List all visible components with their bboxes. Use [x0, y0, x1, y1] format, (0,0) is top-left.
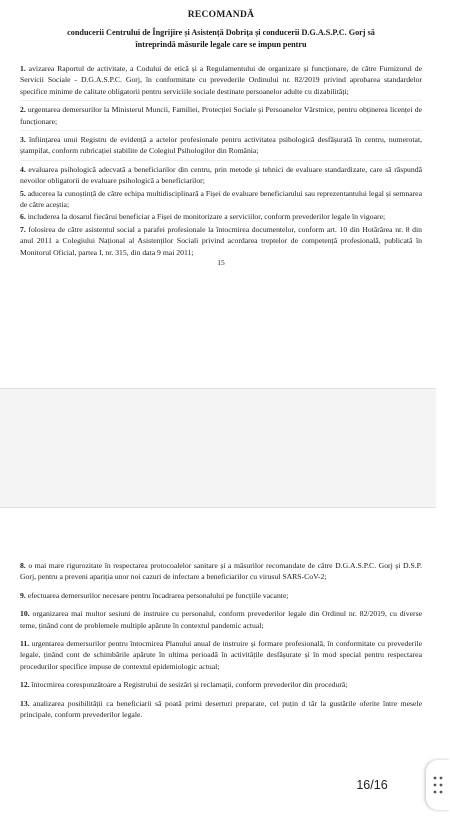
item-number: 7. — [20, 224, 26, 234]
recommendation-item-1 — [20, 63, 422, 101]
item-number: 4. — [20, 164, 26, 174]
item-number: 12. — [20, 680, 30, 690]
recommendation-item-11 — [20, 638, 422, 672]
document-title: RECOMANDĂ — [187, 10, 255, 20]
item-text: includerea la dosarul fiecărui beneficiar a Fișei de monitorizare a serviciilor, conform prevederilor legale în vigoare; — [25, 212, 386, 222]
item-text: analizarea posibilității ca beneficiarii să poată primi deserturi preparate, cel puțin d târ la gustările oferite între mesele principale, conform prevederilor legale. — [20, 698, 422, 720]
item-number: 3. — [20, 135, 26, 145]
item-number: 13. — [20, 698, 30, 708]
item-number: 6. — [20, 212, 26, 222]
scrollbar-track[interactable] — [436, 0, 450, 816]
item-number: 8. — [20, 561, 26, 570]
subtitle-line-1: conducerii Centrului de Îngrijire și Asistență Dobrița și conducerii D.G.A.S.P.C. Gorj să — [67, 28, 375, 37]
recommendation-item-6 — [20, 211, 422, 222]
recommendation-item-2 — [20, 104, 422, 131]
document-subtitle — [20, 27, 422, 51]
page-counter: 16/16 — [344, 773, 400, 797]
item-text: înființarea unui Registru de evidență a actelor profesionale pentru activitatea psihologică desfășurată în centru, numerotat, ștampilat, conform rubricației stabilite de Colegiul Psihologilor din România; — [20, 135, 422, 156]
item-text: urgentarea demersurilor la Ministerul Muncii, Familiei, Protecției Sociale și Persoanelor Vârstnice, pentru obținerea licenței de funcționare; — [20, 105, 422, 126]
recommendation-item-7 — [20, 224, 422, 258]
scroll-handle[interactable] — [426, 760, 450, 810]
item-number: 2. — [20, 105, 26, 115]
item-number: 11. — [20, 639, 30, 649]
item-text: urgentarea demersurilor pentru întocmirea Planului anual de instruire și formare profesională, în conformitate cu prevederile legale, ținând cont de schimbările apărute în ultima perioadă în activitățile desfășurate și în mod special pentru respectarea procedurilor specifice impuse de contextul epidemiologic actual; — [20, 639, 422, 671]
item-text: folosirea de către asistentul social a parafei profesionale la întocmirea documentelor, conform art. 10 din Hotărârea nr. 8 din anul 2011 a Colegiului Național al Asistenților Sociali privind acordarea treptelor de competență profesională, publicată în Monitorul Oficial, partea I, nr. 315, din data 9 mai 2011; — [20, 224, 422, 257]
recommendation-item-3 — [20, 134, 422, 161]
recommendation-item-10 — [20, 608, 422, 631]
subtitle-line-2: întreprindă măsurile legale care se impun pentru — [135, 40, 307, 49]
recommendation-item-13 — [20, 698, 422, 721]
document-page-15 — [0, 0, 436, 388]
item-number: 1. — [20, 64, 26, 73]
item-text: avizarea Raportul de activitate, a Codului de etică și a Regulamentului de organizare și funcționare, de către Furnizorul de Servicii Sociale - D.G.A.S.P.C. Gorj, în conformitate cu prevederile Ordinului nr. 82/2019 privind aprobarea standardelor specifice minime de calitate obligatorii pentru serviciile sociale destinate persoanelor adulte cu dizabilități; — [20, 64, 422, 96]
item-text: efectuarea demersurilor necesare pentru încadrarea personalului pe funcțiile vacante; — [25, 590, 289, 600]
recommendation-item-5 — [20, 188, 422, 211]
recommendation-item-4 — [20, 164, 422, 187]
page-separator — [0, 388, 436, 508]
item-text: o mai mare rigurozitate în respectarea protocoalelor sanitare și a măsurilor recomandate de către D.G.A.S.P.C. Gorj și D.S.P. Gorj, pentru a preveni apariția unor noi cazuri de infectare a beneficiarilor cu virusul SARS-CoV-2; — [20, 561, 422, 582]
drag-handle-icon — [432, 775, 444, 795]
recommendation-item-12 — [20, 679, 422, 690]
item-text: evaluarea psihologică adecvată a beneficiarilor din centru, prin metode și tehnici de evaluare standardizate, care să răspundă nevoilor obligatorii de evaluare psihologică a beneficiarilor; — [20, 164, 422, 186]
page-number: 15 — [217, 258, 225, 268]
recommendation-item-8 — [20, 560, 422, 583]
item-text: organizarea mai multor sesiuni de instruire cu personalul, conform prevederilor legale din Ordinul nr. 82/2019, cu diverse teme, ținând cont de problemele multiple apărute în contextul pandemic actual; — [20, 609, 422, 630]
item-text: aducerea la cunoștință de către echipa multidisciplinară a Fișei de evaluare beneficiarului sau reprezentantului legal și semnarea de către aceștia; — [20, 188, 422, 210]
item-text: întocmirea corespunzătoare a Registrului de sesizări și reclamații, conform prevederilor din procedură; — [29, 680, 348, 690]
item-number: 10. — [20, 609, 30, 619]
recommendation-item-9 — [20, 590, 422, 601]
item-number: 5. — [20, 188, 26, 198]
item-number: 9. — [20, 590, 26, 600]
